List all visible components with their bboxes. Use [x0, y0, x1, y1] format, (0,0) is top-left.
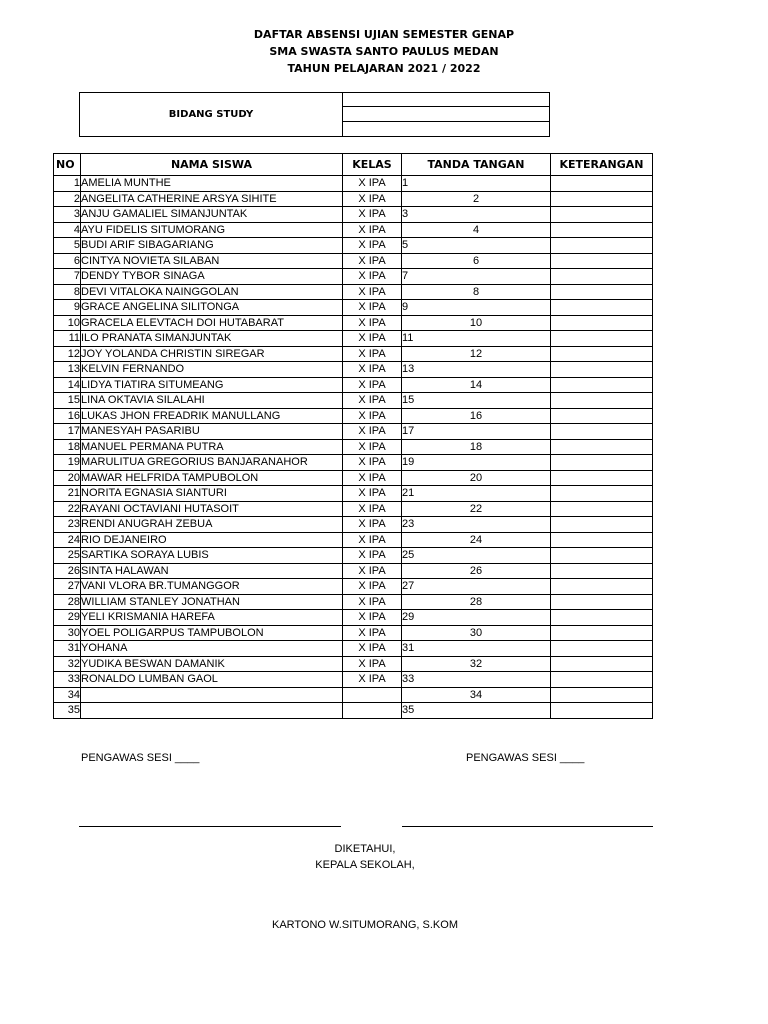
row-number: 17: [54, 424, 81, 440]
student-class: X IPA: [343, 594, 402, 610]
student-name: KELVIN FERNANDO: [81, 362, 343, 378]
row-number: 33: [54, 672, 81, 688]
remarks-cell: [551, 470, 653, 486]
student-class: X IPA: [343, 501, 402, 517]
column-header-tanda-tangan: TANDA TANGAN: [402, 154, 551, 176]
signature-cell: 30: [402, 625, 551, 641]
table-row: [54, 517, 653, 533]
doc-title-line-3: TAHUN PELAJARAN 2021 / 2022: [287, 62, 481, 75]
signature-line-right: [402, 826, 653, 827]
row-number: 12: [54, 346, 81, 362]
table-row: [54, 672, 653, 688]
student-name: DENDY TYBOR SINAGA: [81, 269, 343, 285]
signature-cell: 25: [402, 548, 551, 564]
student-class: X IPA: [343, 191, 402, 207]
signature-cell: 26: [402, 563, 551, 579]
student-class: X IPA: [343, 656, 402, 672]
student-name: NORITA EGNASIA SIANTURI: [81, 486, 343, 502]
student-name: VANI VLORA BR.TUMANGGOR: [81, 579, 343, 595]
row-number: 29: [54, 610, 81, 626]
table-row: [54, 238, 653, 254]
bidang-study-line: [343, 106, 549, 107]
student-name: SINTA HALAWAN: [81, 563, 343, 579]
signature-cell: 4: [402, 222, 551, 238]
table-row: [54, 501, 653, 517]
table-row: [54, 579, 653, 595]
table-row: [54, 594, 653, 610]
table-row: [54, 377, 653, 393]
remarks-cell: [551, 191, 653, 207]
doc-title-line-1: DAFTAR ABSENSI UJIAN SEMESTER GENAP: [253, 28, 515, 41]
signature-cell: 14: [402, 377, 551, 393]
signature-cell: 1: [402, 176, 551, 192]
student-class: X IPA: [343, 532, 402, 548]
student-class: X IPA: [343, 610, 402, 626]
principal-name: KARTONO W.SITUMORANG, S.KOM: [271, 919, 458, 931]
student-class: X IPA: [343, 424, 402, 440]
column-header-kelas: KELAS: [343, 154, 402, 176]
remarks-cell: [551, 610, 653, 626]
bidang-study-line: [343, 121, 549, 122]
row-number: 35: [54, 703, 81, 719]
table-row: [54, 393, 653, 409]
signature-cell: 8: [402, 284, 551, 300]
table-row: [54, 207, 653, 223]
signature-cell: 33: [402, 672, 551, 688]
student-class: X IPA: [343, 470, 402, 486]
row-number: 20: [54, 470, 81, 486]
remarks-cell: [551, 424, 653, 440]
row-number: 22: [54, 501, 81, 517]
student-name: YELI KRISMANIA HAREFA: [81, 610, 343, 626]
signature-cell: 28: [402, 594, 551, 610]
remarks-cell: [551, 641, 653, 657]
table-row: [54, 253, 653, 269]
student-name: BUDI ARIF SIBAGARIANG: [81, 238, 343, 254]
row-number: 21: [54, 486, 81, 502]
row-number: 11: [54, 331, 81, 347]
remarks-cell: [551, 222, 653, 238]
row-number: 34: [54, 687, 81, 703]
table-row: [54, 548, 653, 564]
remarks-cell: [551, 672, 653, 688]
row-number: 1: [54, 176, 81, 192]
remarks-cell: [551, 393, 653, 409]
row-number: 30: [54, 625, 81, 641]
student-class: [343, 703, 402, 719]
signature-cell: 23: [402, 517, 551, 533]
table-row: [54, 346, 653, 362]
table-row: [54, 191, 653, 207]
student-name: [81, 703, 343, 719]
remarks-cell: [551, 176, 653, 192]
student-name: [81, 687, 343, 703]
row-number: 14: [54, 377, 81, 393]
remarks-cell: [551, 656, 653, 672]
signature-cell: 3: [402, 207, 551, 223]
diketahui-label: DIKETAHUI,: [334, 843, 396, 855]
table-row: [54, 687, 653, 703]
signature-cell: 17: [402, 424, 551, 440]
student-class: X IPA: [343, 548, 402, 564]
table-row: [54, 625, 653, 641]
student-name: LUKAS JHON FREADRIK MANULLANG: [81, 408, 343, 424]
student-class: X IPA: [343, 579, 402, 595]
student-class: X IPA: [343, 625, 402, 641]
student-class: X IPA: [343, 315, 402, 331]
student-name: GRACELA ELEVTACH DOI HUTABARAT: [81, 315, 343, 331]
remarks-cell: [551, 253, 653, 269]
signature-cell: 27: [402, 579, 551, 595]
student-name: RENDI ANUGRAH ZEBUA: [81, 517, 343, 533]
table-row: [54, 439, 653, 455]
row-number: 24: [54, 532, 81, 548]
student-name: ANGELITA CATHERINE ARSYA SIHITE: [81, 191, 343, 207]
pengawas-right-label: PENGAWAS SESI ____: [466, 752, 585, 764]
row-number: 5: [54, 238, 81, 254]
remarks-cell: [551, 238, 653, 254]
student-name: MANESYAH PASARIBU: [81, 424, 343, 440]
signature-cell: 6: [402, 253, 551, 269]
signature-cell: 15: [402, 393, 551, 409]
student-name: ANJU GAMALIEL SIMANJUNTAK: [81, 207, 343, 223]
student-class: X IPA: [343, 346, 402, 362]
row-number: 32: [54, 656, 81, 672]
table-row: [54, 563, 653, 579]
signature-cell: 12: [402, 346, 551, 362]
signature-cell: 31: [402, 641, 551, 657]
signature-cell: 5: [402, 238, 551, 254]
student-class: [343, 687, 402, 703]
remarks-cell: [551, 331, 653, 347]
remarks-cell: [551, 501, 653, 517]
row-number: 19: [54, 455, 81, 471]
remarks-cell: [551, 594, 653, 610]
kepala-sekolah-label: KEPALA SEKOLAH,: [315, 859, 415, 871]
student-name: YUDIKA BESWAN DAMANIK: [81, 656, 343, 672]
student-name: DEVI VITALOKA NAINGGOLAN: [81, 284, 343, 300]
student-class: X IPA: [343, 455, 402, 471]
table-row: [54, 424, 653, 440]
signature-cell: 21: [402, 486, 551, 502]
row-number: 2: [54, 191, 81, 207]
signature-cell: 20: [402, 470, 551, 486]
row-number: 8: [54, 284, 81, 300]
row-number: 7: [54, 269, 81, 285]
remarks-cell: [551, 517, 653, 533]
student-class: X IPA: [343, 408, 402, 424]
row-number: 26: [54, 563, 81, 579]
table-row: [54, 315, 653, 331]
student-class: X IPA: [343, 439, 402, 455]
student-class: X IPA: [343, 641, 402, 657]
table-row: [54, 610, 653, 626]
remarks-cell: [551, 377, 653, 393]
table-row: [54, 362, 653, 378]
column-header-nama: NAMA SISWA: [81, 154, 343, 176]
student-name: LINA OKTAVIA SILALAHI: [81, 393, 343, 409]
table-row: [54, 455, 653, 471]
remarks-cell: [551, 300, 653, 316]
table-row: [54, 284, 653, 300]
remarks-cell: [551, 439, 653, 455]
remarks-cell: [551, 455, 653, 471]
student-class: X IPA: [343, 486, 402, 502]
table-row: [54, 408, 653, 424]
remarks-cell: [551, 703, 653, 719]
signature-cell: 2: [402, 191, 551, 207]
remarks-cell: [551, 362, 653, 378]
remarks-cell: [551, 315, 653, 331]
student-class: X IPA: [343, 377, 402, 393]
signature-cell: 19: [402, 455, 551, 471]
signature-cell: 34: [402, 687, 551, 703]
remarks-cell: [551, 408, 653, 424]
student-name: JOY YOLANDA CHRISTIN SIREGAR: [81, 346, 343, 362]
row-number: 4: [54, 222, 81, 238]
table-row: [54, 486, 653, 502]
bidang-study-label: BIDANG STUDY: [80, 93, 343, 136]
student-name: AMELIA MUNTHE: [81, 176, 343, 192]
row-number: 23: [54, 517, 81, 533]
student-name: ILO PRANATA SIMANJUNTAK: [81, 331, 343, 347]
student-class: X IPA: [343, 253, 402, 269]
student-class: X IPA: [343, 238, 402, 254]
table-header-row: [54, 154, 653, 176]
row-number: 6: [54, 253, 81, 269]
student-name: AYU FIDELIS SITUMORANG: [81, 222, 343, 238]
bidang-study-box: [79, 92, 550, 137]
table-row: [54, 470, 653, 486]
row-number: 3: [54, 207, 81, 223]
student-name: MAWAR HELFRIDA TAMPUBOLON: [81, 470, 343, 486]
signature-cell: 32: [402, 656, 551, 672]
signature-cell: 11: [402, 331, 551, 347]
row-number: 31: [54, 641, 81, 657]
column-header-keterangan: KETERANGAN: [551, 154, 653, 176]
signature-cell: 13: [402, 362, 551, 378]
row-number: 28: [54, 594, 81, 610]
table-row: [54, 176, 653, 192]
student-class: X IPA: [343, 563, 402, 579]
row-number: 13: [54, 362, 81, 378]
doc-title-line-2: SMA SWASTA SANTO PAULUS MEDAN: [269, 45, 499, 58]
remarks-cell: [551, 346, 653, 362]
remarks-cell: [551, 687, 653, 703]
student-class: X IPA: [343, 672, 402, 688]
row-number: 15: [54, 393, 81, 409]
remarks-cell: [551, 548, 653, 564]
student-class: X IPA: [343, 207, 402, 223]
student-name: SARTIKA SORAYA LUBIS: [81, 548, 343, 564]
table-row: [54, 656, 653, 672]
remarks-cell: [551, 579, 653, 595]
student-class: X IPA: [343, 362, 402, 378]
table-row: [54, 222, 653, 238]
table-row: [54, 703, 653, 719]
row-number: 27: [54, 579, 81, 595]
remarks-cell: [551, 486, 653, 502]
row-number: 25: [54, 548, 81, 564]
signature-line-left: [79, 826, 341, 827]
table-row: [54, 532, 653, 548]
signature-cell: 22: [402, 501, 551, 517]
table-row: [54, 300, 653, 316]
student-class: X IPA: [343, 284, 402, 300]
signature-cell: 18: [402, 439, 551, 455]
student-class: X IPA: [343, 222, 402, 238]
student-class: X IPA: [343, 269, 402, 285]
signature-cell: 24: [402, 532, 551, 548]
signature-cell: 16: [402, 408, 551, 424]
student-name: RONALDO LUMBAN GAOL: [81, 672, 343, 688]
student-name: RIO DEJANEIRO: [81, 532, 343, 548]
student-class: X IPA: [343, 331, 402, 347]
row-number: 10: [54, 315, 81, 331]
student-class: X IPA: [343, 517, 402, 533]
remarks-cell: [551, 269, 653, 285]
row-number: 16: [54, 408, 81, 424]
student-class: X IPA: [343, 300, 402, 316]
student-class: X IPA: [343, 393, 402, 409]
signature-cell: 29: [402, 610, 551, 626]
student-name: MANUEL PERMANA PUTRA: [81, 439, 343, 455]
signature-cell: 9: [402, 300, 551, 316]
student-name: WILLIAM STANLEY JONATHAN: [81, 594, 343, 610]
attendance-table: [53, 153, 653, 719]
student-name: RAYANI OCTAVIANI HUTASOIT: [81, 501, 343, 517]
student-name: YOHANA: [81, 641, 343, 657]
table-row: [54, 331, 653, 347]
remarks-cell: [551, 284, 653, 300]
column-header-no: NO: [54, 154, 81, 176]
remarks-cell: [551, 563, 653, 579]
student-name: LIDYA TIATIRA SITUMEANG: [81, 377, 343, 393]
row-number: 18: [54, 439, 81, 455]
pengawas-left-label: PENGAWAS SESI ____: [81, 752, 200, 764]
signature-cell: 35: [402, 703, 551, 719]
student-name: GRACE ANGELINA SILITONGA: [81, 300, 343, 316]
remarks-cell: [551, 625, 653, 641]
signature-cell: 10: [402, 315, 551, 331]
table-row: [54, 269, 653, 285]
student-class: X IPA: [343, 176, 402, 192]
row-number: 9: [54, 300, 81, 316]
student-name: CINTYA NOVIETA SILABAN: [81, 253, 343, 269]
remarks-cell: [551, 207, 653, 223]
table-row: [54, 641, 653, 657]
student-name: MARULITUA GREGORIUS BANJARANAHOR: [81, 455, 343, 471]
student-name: YOEL POLIGARPUS TAMPUBOLON: [81, 625, 343, 641]
signature-cell: 7: [402, 269, 551, 285]
remarks-cell: [551, 532, 653, 548]
